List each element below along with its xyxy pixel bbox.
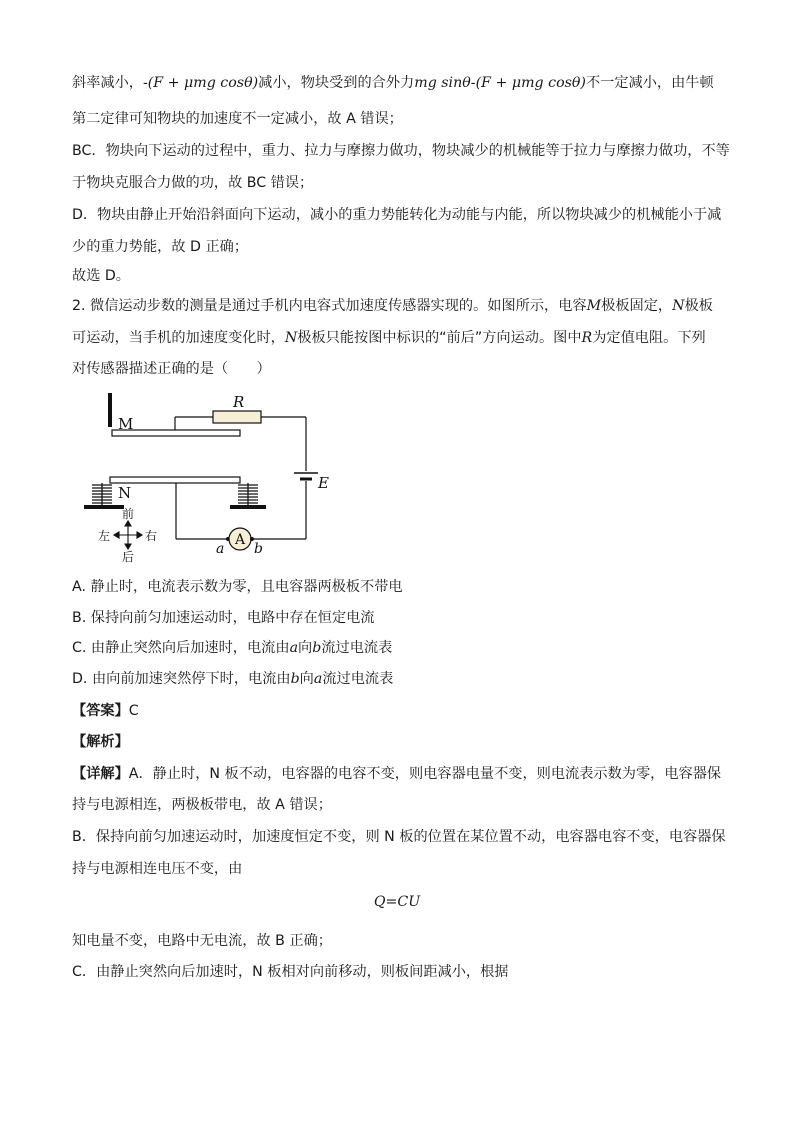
dir-front: 前 [122, 507, 135, 521]
question-line-3: 对传感器描述正确的是（ ） [72, 361, 271, 377]
text: 2. 微信运动步数的测量是通过手机内电容式加速度传感器实现的。如图所示，电容 [72, 298, 587, 314]
option-b: B. 保持向前匀加速运动时，电路中存在恒定电流 [72, 610, 375, 626]
text: 向 [298, 640, 313, 656]
text: 为定值电阻。下列 [592, 330, 706, 346]
option-c [72, 638, 392, 658]
direction-arrows [114, 521, 142, 549]
text: 可运动，当手机的加速度变化时， [72, 330, 285, 346]
capacitor-circuit-diagram [80, 385, 340, 565]
text: 极板 [684, 298, 713, 314]
var-N: N [284, 330, 298, 346]
text: 极板只能按图中标识的“前后”方向运动。图中 [297, 330, 582, 346]
var-b: b [312, 640, 322, 656]
text: 流过电流表 [321, 640, 393, 656]
label-m: M [118, 415, 134, 433]
detail-line-5: 知电量不变，电路中无电流，故 B 正确； [72, 933, 332, 949]
label-r: R [233, 393, 245, 411]
detail-line-2: 持与电源相连，两极板带电，故 A 错误； [72, 797, 332, 813]
text-line-1 [72, 73, 714, 93]
detail-line-4: 持与电源相连电压不变，由 [72, 861, 243, 877]
wall-m [108, 393, 112, 427]
dir-back: 后 [122, 550, 135, 564]
text: 极板固定， [601, 298, 673, 314]
formula-block: Q=CU [373, 894, 421, 910]
option-a: A. 静止时，电流表示数为零，且电容器两极板不带电 [72, 579, 403, 595]
var-a: a [289, 640, 299, 656]
spring-right [238, 483, 258, 505]
text: 向 [299, 671, 314, 687]
detail-line-3: B．保持向前匀加速运动时，加速度恒定不变，则 N 板的位置在某位置不动，电容器电容不变，电容器保 [72, 829, 726, 845]
detail-line-6: C．由静止突然向后加速时，N 板相对向前移动，则板间距减小，根据 [72, 964, 509, 980]
label-a: a [216, 541, 225, 557]
text-line-3: BC．物块向下运动的过程中，重力、拉力与摩擦力做功，物块减少的机械能等于拉力与摩擦力做功，不等 [72, 143, 730, 159]
var-b: b [290, 671, 300, 687]
label-e: E [318, 474, 329, 492]
detail-line-1 [72, 764, 721, 784]
text-line-4: 于物块克服合力做的功，故 BC 错误； [72, 175, 314, 191]
question-line-2 [72, 328, 706, 348]
spring-left [92, 483, 112, 505]
var-a: a [313, 671, 323, 687]
text: A．静止时，N 板不动，电容器的电容不变，则电容器电量不变，则电流表示数为零，电容器保 [128, 766, 722, 782]
plate-n [110, 477, 240, 483]
text-line-5: D．物块由静止开始沿斜面向下运动，减小的重力势能转化为动能与内能，所以物块减少的机械能小于减 [72, 207, 722, 223]
option-d [72, 669, 393, 689]
text: 流过电流表 [322, 671, 394, 687]
text-line-6: 少的重力势能，故 D 正确； [72, 239, 249, 255]
dir-right: 右 [145, 529, 158, 543]
ground-right [230, 505, 266, 509]
answer-value: C [128, 703, 139, 719]
text: C. 由静止突然向后加速时，电流由 [72, 640, 290, 656]
text-line-7: 故选 D。 [72, 268, 130, 284]
ground-left [84, 505, 124, 509]
text-line-2: 第二定律可知物块的加速度不一定减小，故 A 错误； [72, 111, 403, 127]
analysis-label: 【解析】 [72, 734, 129, 750]
var-M: M [586, 298, 602, 314]
question-line-1 [72, 296, 713, 316]
text: 减小，物块受到的合外力 [258, 75, 415, 91]
resistor-r [213, 411, 261, 423]
var-N: N [672, 298, 685, 314]
label-n: N [118, 484, 132, 502]
dir-left: 左 [98, 529, 111, 543]
formula-inline: mg sinθ-(F + μmg cosθ) [414, 75, 586, 91]
text: 不一定减小，由牛顿 [585, 75, 714, 91]
formula-inline: -(F + μmg cosθ) [142, 75, 259, 91]
var-R: R [581, 330, 593, 346]
text: 斜率减小， [72, 75, 143, 91]
label-b: b [254, 541, 263, 557]
detail-label: 【详解】 [72, 766, 129, 782]
answer-label: 【答案】 [72, 703, 129, 719]
ammeter-label: A [235, 532, 246, 548]
answer-line [72, 701, 139, 721]
text: D. 由向前加速突然停下时，电流由 [72, 671, 291, 687]
